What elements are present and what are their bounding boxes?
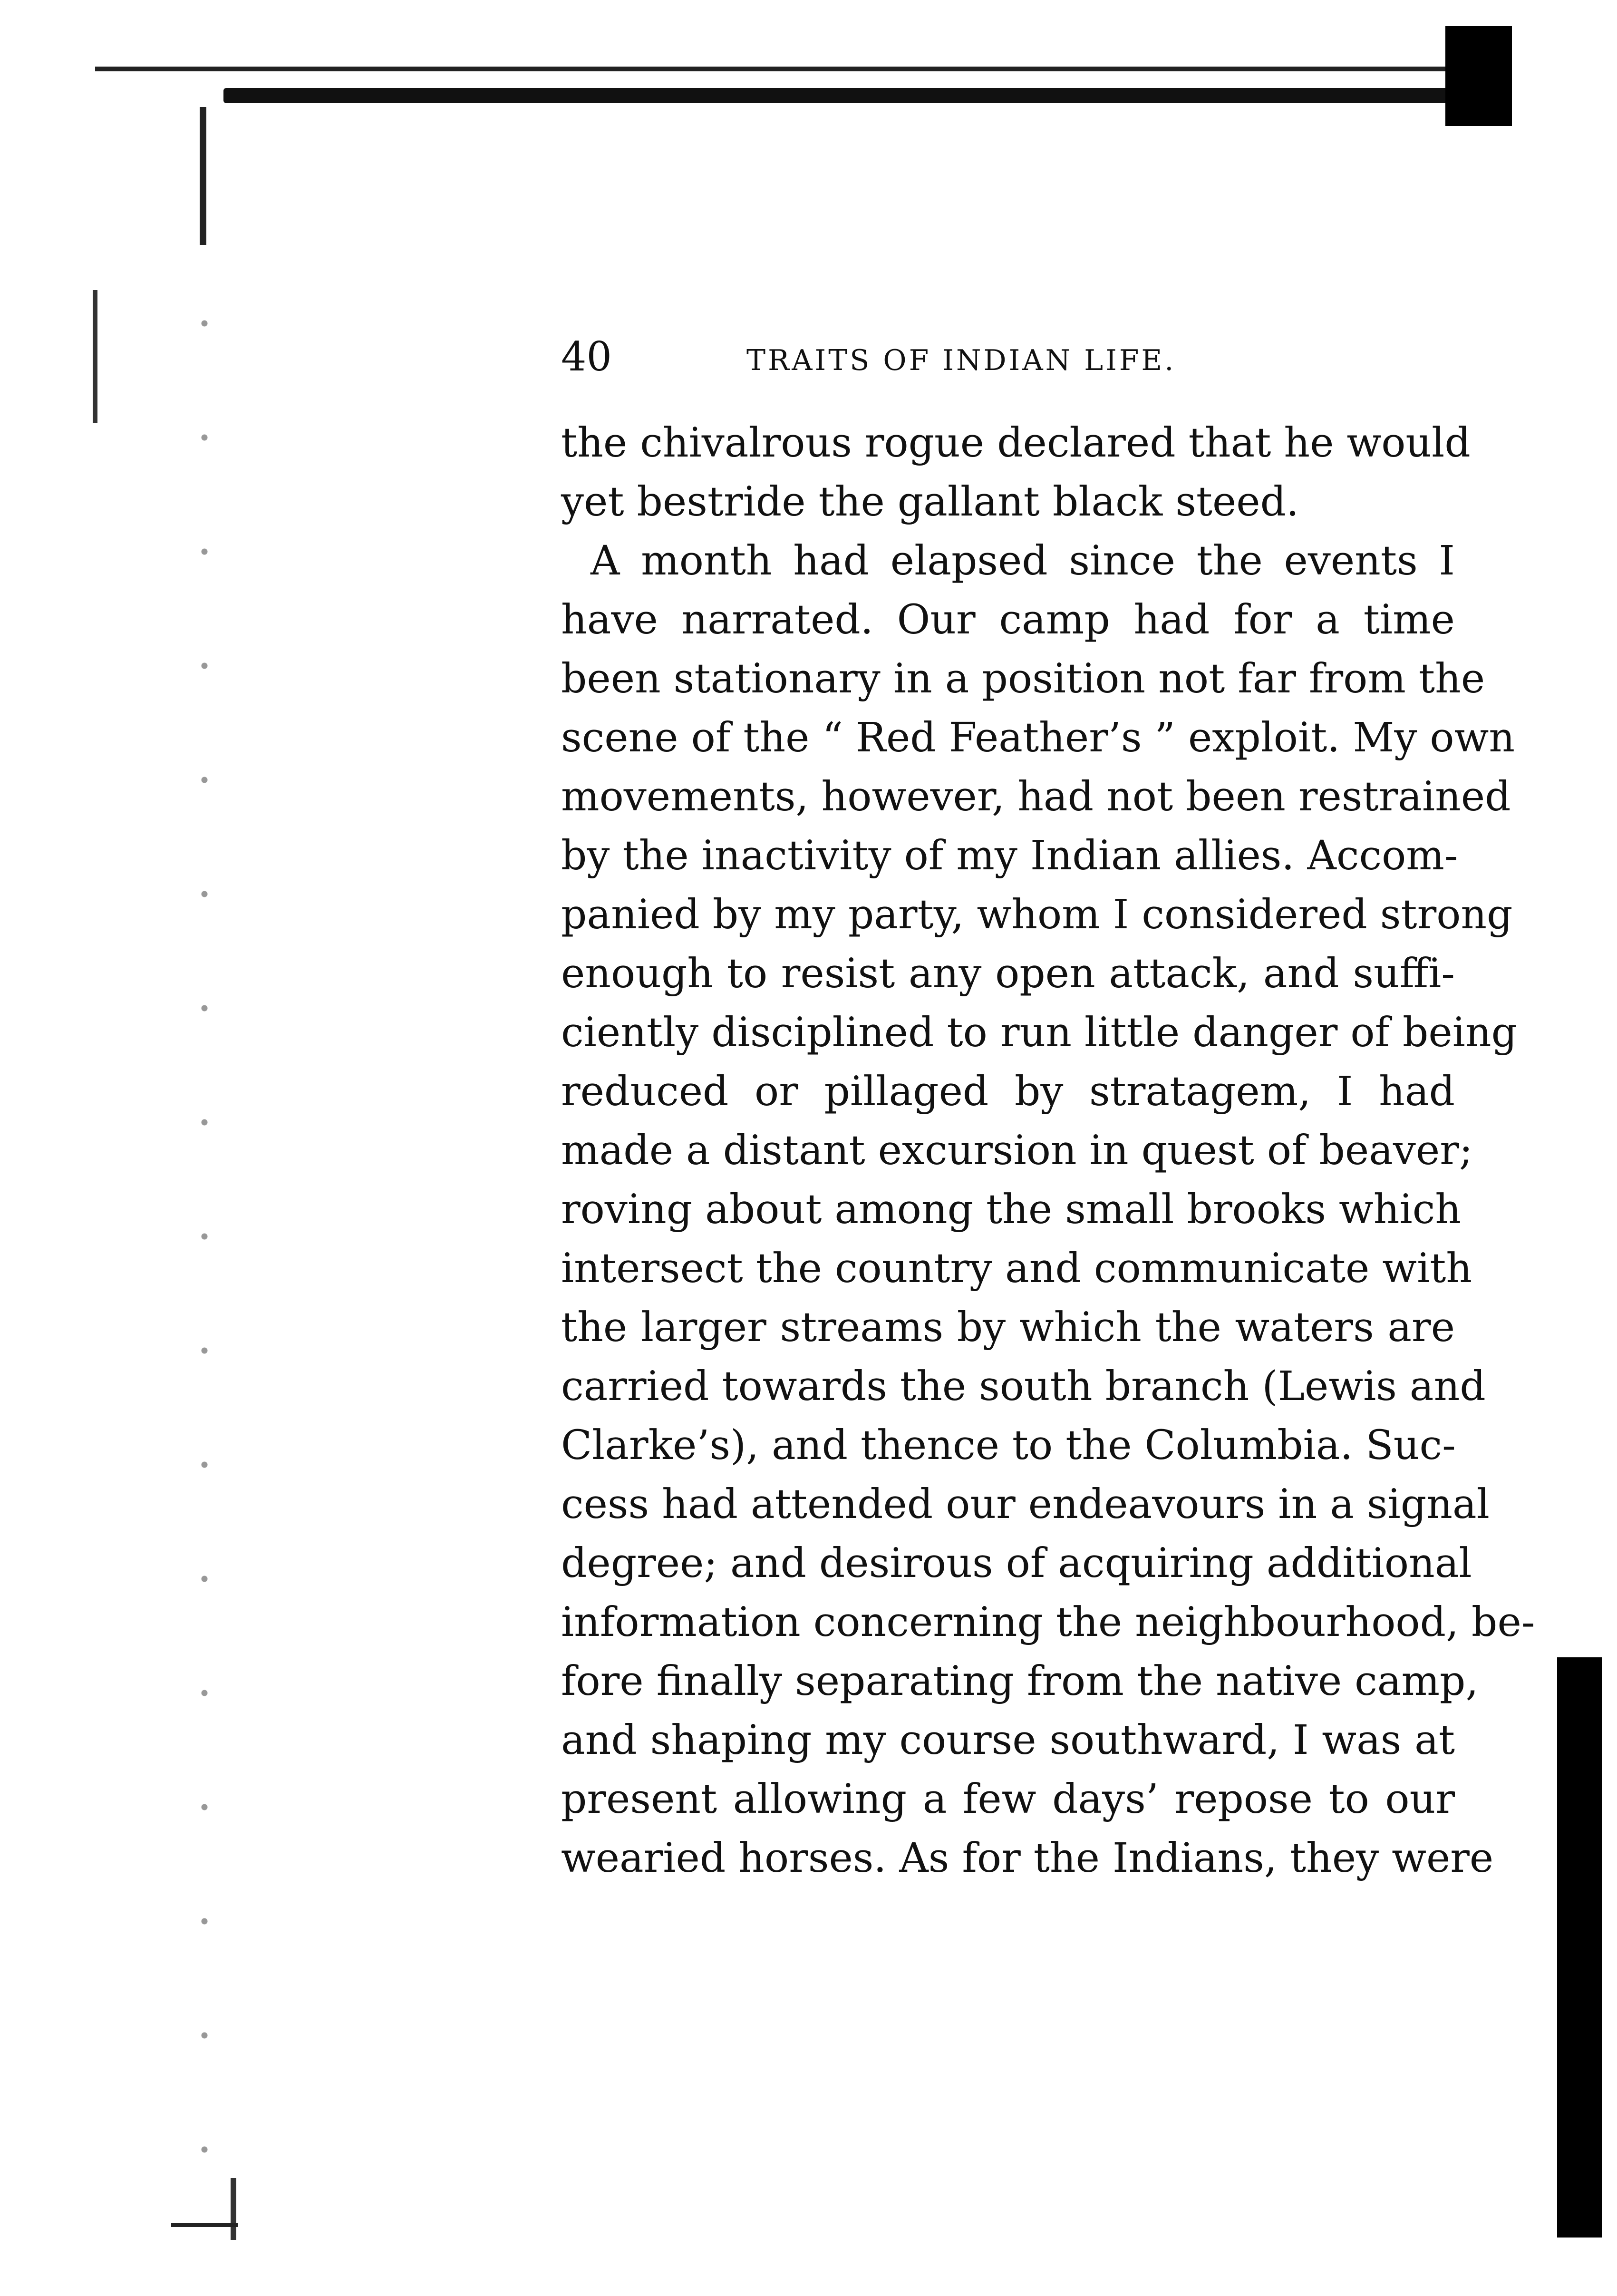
text-line: reduced or pillaged by stratagem, I had: [561, 1068, 1455, 1115]
scan-top-rule-thick: [223, 88, 1464, 103]
scan-bottom-left-mark-v: [231, 2178, 236, 2240]
page-header: [561, 328, 1464, 385]
text-line: and shaping my course southward, I was at: [561, 1717, 1455, 1764]
text-line: information concerning the neighbourhood, be-: [561, 1599, 1535, 1646]
scan-left-edge-line: [93, 290, 97, 423]
body-text: [561, 414, 1535, 1912]
text-line: wearied horses. As for the Indians, they were: [561, 1835, 1494, 1882]
text-line: panied by my party, whom I considered strong: [561, 891, 1513, 938]
text-line: have narrated. Our camp had for a time: [561, 596, 1455, 643]
text-line: carried towards the south branch (Lewis and: [561, 1363, 1486, 1410]
text-line: been stationary in a position not far from the: [561, 655, 1485, 702]
text-line: intersect the country and communicate with: [561, 1245, 1472, 1292]
scan-left-corner-mark: [200, 107, 206, 245]
scan-top-rule-thin: [95, 67, 1474, 71]
text-line: movements, however, had not been restrained: [561, 773, 1511, 820]
page-number: 40: [561, 333, 612, 380]
scan-bottom-left-mark-h: [171, 2223, 238, 2227]
text-line: degree; and desirous of acquiring additional: [561, 1540, 1472, 1587]
text-line: Clarke’s), and thence to the Columbia. Suc-: [561, 1422, 1456, 1469]
text-line: made a distant excursion in quest of beaver;: [561, 1127, 1473, 1174]
text-line: present allowing a few days’ repose to our: [561, 1776, 1455, 1823]
text-line: yet bestride the gallant black steed.: [561, 478, 1299, 525]
text-line: the larger streams by which the waters are: [561, 1304, 1455, 1351]
text-line: by the inactivity of my Indian allies. Accom-: [561, 832, 1458, 879]
text-line: scene of the “ Red Feather’s ” exploit. My own: [561, 714, 1515, 761]
scan-gutter-specks: [190, 266, 219, 2240]
text-line: roving about among the small brooks which: [561, 1186, 1462, 1233]
scan-right-edge-bar: [1557, 1657, 1602, 2238]
text-line: fore finally separating from the native camp,: [561, 1658, 1479, 1705]
text-line: cess had attended our endeavours in a signal: [561, 1481, 1490, 1528]
text-line: the chivalrous rogue declared that he would: [561, 419, 1471, 467]
running-head: TRAITS OF INDIAN LIFE.: [746, 344, 1176, 377]
scan-top-right-block: [1445, 26, 1512, 126]
text-line: enough to resist any open attack, and suffi-: [561, 950, 1455, 997]
text-line: ciently disciplined to run little danger of being: [561, 1009, 1518, 1056]
text-line: A month had elapsed since the events I: [591, 537, 1455, 584]
